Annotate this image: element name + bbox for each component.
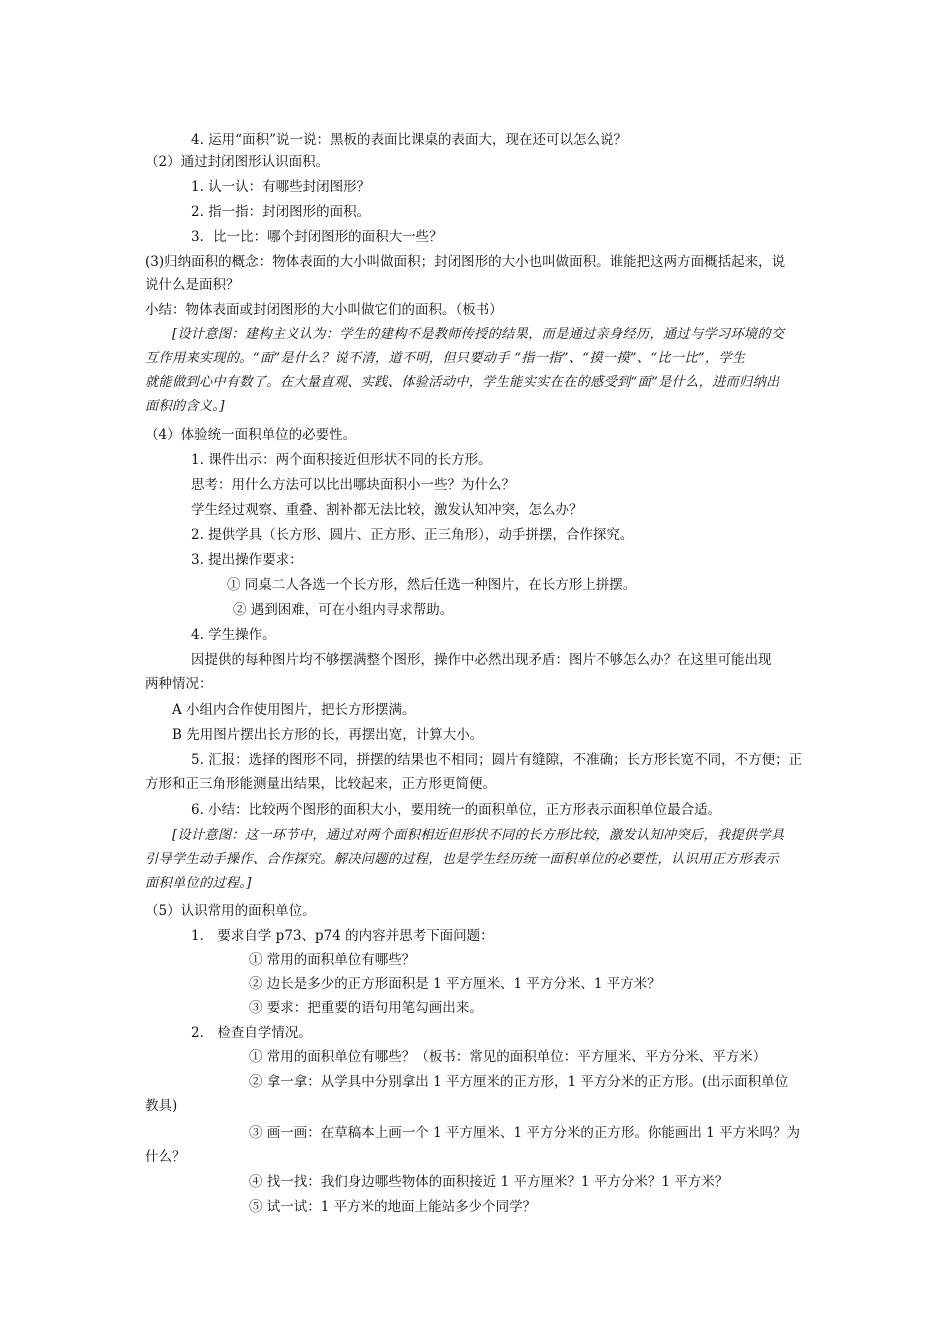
text-line: B 先用图片摆出长方形的长，再摆出宽，计算大小。 — [172, 727, 484, 743]
text-line: 什么？ — [145, 1149, 186, 1165]
text-line: ④ 找一找：我们身边哪些物体的面积接近 1 平方厘米？1 平方分米？1 平方米？ — [249, 1174, 729, 1190]
text-line: ② 遇到困难，可在小组内寻求帮助。 — [233, 602, 454, 618]
text-line: ① 常用的面积单位有哪些？（板书：常见的面积单位：平方厘米、平方分米、平方米） — [249, 1049, 767, 1065]
text-line: A 小组内合作使用图片，把长方形摆满。 — [172, 702, 416, 718]
design-note-line: 就能做到心中有数了。在大量直观、实践、体验活动中，学生能实实在在的感受到“面”是什么，进而归纳出 — [145, 375, 780, 390]
summary-line: 小结：物体表面或封闭图形的大小叫做它们的面积。（板书） — [145, 302, 503, 318]
text-line: 方形和正三角形能测量出结果，比较起来，正方形更简便。 — [145, 776, 496, 792]
design-note-line: [设计意图：建构主义认为：学生的建构不是教师传授的结果，而是通过亲身经历，通过与学习环境的交 — [172, 327, 785, 342]
text-line: 3．比一比：哪个封闭图形的面积大一些？ — [191, 229, 443, 245]
text-line: ① 同桌二人各选一个长方形，然后任选一种图片，在长方形上拼摆。 — [227, 577, 637, 593]
text-line: 4. 学生操作。 — [191, 627, 276, 643]
text-line: 说什么是面积？ — [145, 277, 240, 293]
text-line: 因提供的每种图片均不够摆满整个图形，操作中必然出现矛盾：图片不够怎么办？在这里可能出现 — [191, 652, 772, 668]
text-line: 2． 检查自学情况。 — [191, 1025, 312, 1041]
section-heading: （4）体验统一面积单位的必要性。 — [145, 427, 357, 443]
text-line: 1. 认一认：有哪些封闭图形？ — [191, 179, 371, 195]
text-line: 1. 课件出示：两个面积接近但形状不同的长方形。 — [191, 452, 492, 468]
text-line: 教具) — [145, 1098, 178, 1114]
text-line: 6. 小结：比较两个图形的面积大小，要用统一的面积单位，正方形表示面积单位最合适。 — [191, 802, 722, 818]
design-note-line: 引导学生动手操作、合作探究。解决问题的过程，也是学生经历统一面积单位的必要性，认识用正方形表示 — [145, 852, 779, 867]
text-line: 4. 运用“面积”说一说：黑板的表面比课桌的表面大，现在还可以怎么说？ — [191, 132, 627, 148]
text-line: ② 拿一拿：从学具中分别拿出 1 平方厘米的正方形，1 平方分米的正方形。(出示面积单位 — [249, 1074, 789, 1090]
text-line: ② 边长是多少的正方形面积是 1 平方厘米、1 平方分米、1 平方米？ — [249, 976, 661, 992]
text-line: 5. 汇报：选择的图形不同，拼摆的结果也不相同；圆片有缝隙，不准确；长方形长宽不同，不方便；正 — [191, 752, 803, 768]
text-line: 3. 提出操作要求： — [191, 552, 303, 568]
text-line: 学生经过观察、重叠、割补都无法比较，激发认知冲突，怎么办？ — [191, 502, 583, 518]
text-line: ⑤ 试一试：1 平方米的地面上能站多少个同学？ — [249, 1199, 537, 1215]
text-line: 思考：用什么方法可以比出哪块面积小一些？为什么？ — [191, 477, 515, 493]
text-line: 2. 提供学具（长方形、圆片、正方形、正三角形），动手拼摆，合作探究。 — [191, 527, 634, 543]
design-note-line: 互作用来实现的。“面”是什么？说不清，道不明，但只要动手 “指一指”、“摸一摸”、“比一比”，学生 — [145, 351, 746, 366]
design-note-line: 面积的含义。] — [145, 399, 225, 414]
text-line: 两种情况： — [145, 676, 213, 692]
section-heading: （2）通过封闭图形认识面积。 — [145, 154, 330, 170]
text-line: 2. 指一指：封闭图形的面积。 — [191, 204, 371, 220]
design-note-line: [设计意图：这一环节中，通过对两个面积相近但形状不同的长方形比较，激发认知冲突后，我提供学具 — [172, 828, 785, 843]
section-heading: （5）认识常用的面积单位。 — [145, 903, 316, 919]
text-line: (3)归纳面积的概念：物体表面的大小叫做面积；封闭图形的大小也叫做面积。谁能把这两方面概括起来，说 — [145, 254, 786, 270]
text-line: 1． 要求自学 p73、p74 的内容并思考下面问题： — [191, 928, 494, 944]
text-line: ③ 要求：把重要的语句用笔勾画出来。 — [249, 1000, 483, 1016]
design-note-line: 面积单位的过程。] — [145, 876, 252, 891]
text-line: ③ 画一画：在草稿本上画一个 1 平方厘米、1 平方分米的正方形。你能画出 1 平方米吗？为 — [249, 1125, 801, 1141]
text-line: ① 常用的面积单位有哪些？ — [249, 952, 416, 968]
